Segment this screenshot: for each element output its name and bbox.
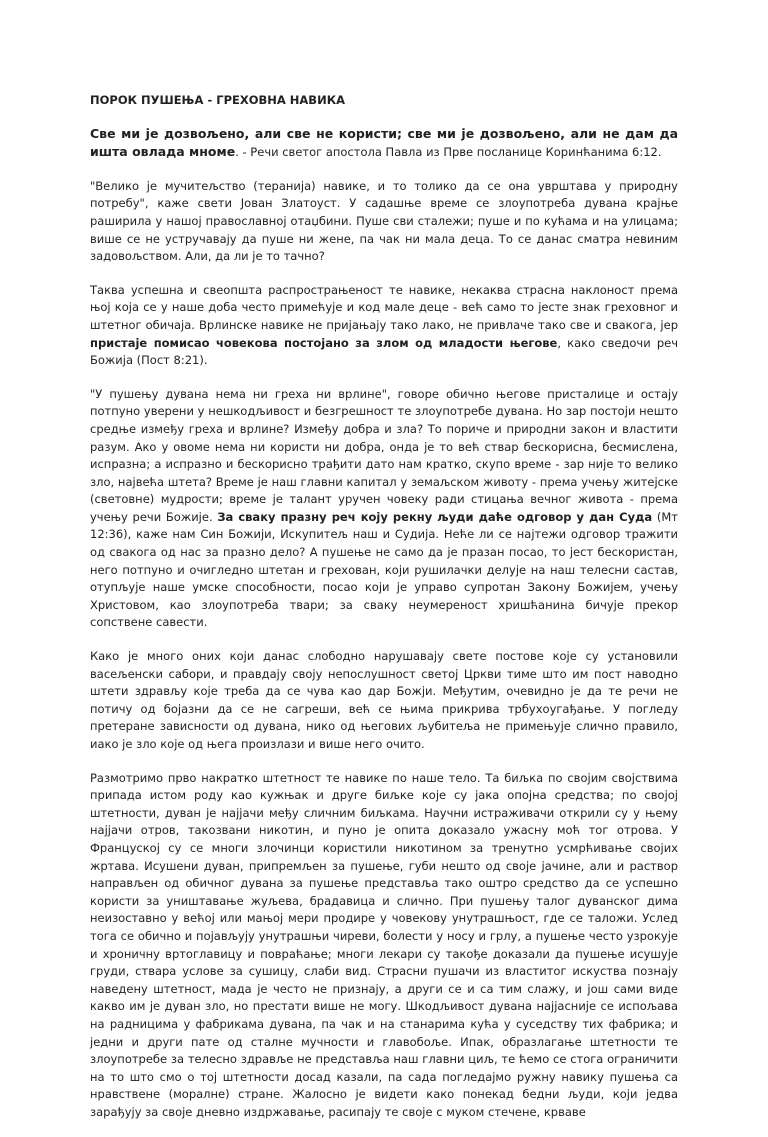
paragraph-habit-text-end: , како сведочи реч Божија (Пост 8:21). (90, 335, 678, 368)
paragraph-sin-virtue (90, 386, 678, 632)
paragraph-habit-bold-quote: пристаје помисао човекова постојано за злом од младости његове (90, 335, 558, 350)
paragraph-harm: Размотримо прво накратко штетност те навике по наше тело. Та биљка по својим својствима припада истом роду као кужњак и друге биљке које су јака опојна средства; по својој штетности, дуван је најјачи међу сличним биљкама. Научни истраживачи открили су у њему најјачи отров, такозвани никотин, и пуно је опита доказало ужасну моћ тог отрова. У Француској су се многи злочинци користили никотином за тренутно усмрћивање својих жртава. Исушени дуван, припремљен за пушење, губи нешто од своје јачине, али и раствор направљен од обичног дувана за пушење представља тако оштро средство да се успешно користи за уништавање жуљева, брадавица и слично. При пушењу талог дуванског дима неизоставно у већој или мањој мери продире у човекову унутрашњост, где се таложи. Услед тога се обично и појављују унутрашњи чиреви, болести у носу и грлу, а пушење често узрокује и хроничну вртоглавицу и повраћање; многи лекари су такође доказали да пушење исушује груди, ствара услове за сушицу, слаби вид. Страсни пушачи из властитог искуства познају наведену штетност, мада је често не признају, а други се и са тим слажу, и још сами виде какво им је дуван зло, но престати више не могу. Шкодљивост дувана најјасније се испољава на радницима у фабрикама дувана, па чак и на станарима кућа у суседству тих фабрика; и једни и други пате од сталне мучности и главобоље. Ипак, образлагање штетности те злоупотребе за телесно здравље не представља наш главни циљ, те ћемо се стога ограничити на то што смо о тој штетности досад казали, па сада погледајмо ружну навику пушења са нравствене (моралне) стране. Жалосно је видети како понекад бедни људи, који једва зарађују за своје дневно издржавање, расипају те своје с муком стечене, крваве (90, 770, 678, 1119)
epigraph-quote: Све ми је дозвољено, али све не користи; све ми је дозвољено, али не дам да ишта овлада мноме (90, 125, 678, 160)
document-page (90, 92, 678, 1137)
paragraph-sin-virtue-text-start: "У пушењу дувана нема ни греха ни врлине", говоре обично његове присталице и остају потпуно уверени у нешкодљивост и безгрешност те злоупотребе дувана. Но зар постоји нешто средње између греха и врлине? Између добра и зла? То пориче и природни закон и властити разум. Ако у овоме нема ни користи ни добра, онда је то већ ствар бескорисна, бесмислена, испразна; а испразно и бескорисно трађити дато нам кратко, скупо време - зар није то велико зло, највећа штета? Време је наш главни капитал у земаљском животу - према учењу житејске (световне) мудрости; време је талант уручен човеку ради стицања вечног живота - према учењу речи Божије. (90, 386, 678, 524)
paragraph-sin-virtue-text-end: (Мт 12:36), каже нам Син Божији, Искупитељ наш и Судија. Неће ли се најтежи одговор тражити од свакога од нас за празно дело? А пушење не само да је празан посао, то јест бескористан, него потпуно и очигледно штетан и грехован, који рушилачки делује на наш телесни састав, отупљује наше умске способности, посао који је управо супротан Закону Божијем, учењу Христовом, као злоупотреба твари; за сваку неумереност хришћанина бичује прекор сопствене савести. (90, 509, 679, 630)
paragraph-chrysostom: "Велико је мучитељство (теранија) навике, и то толико да се она уврштава у природну потребу", каже свети Јован Златоуст. У садашње време се злоупотреба дувана крајње раширила у нашој православној отаџбини. Пуше сви сталежи; пуше и по кућама и на улицама; више се не устручавају да пуше ни жене, па чак ни мала деца. То се данас сматра невиним задовољством. Али, да ли је то тачно? (90, 178, 678, 264)
paragraph-epigraph (90, 125, 678, 162)
paragraph-habit-text-start: Таква успешна и свеопшта распрострањеност те навике, некаква страсна наклоност према њој која се у наше доба често примећује и код мале деце - већ само то јесте знак греховног и штетног обичаја. Врлинске навике не пријањају тако лако, не привлаче тако све и свакога, јер (90, 282, 678, 332)
paragraph-fasting: Како је много оних који данас слободно нарушавају свете постове које су установили васељенски сабори, и правдају своју непослушност светој Цркви тиме што им пост наводно штети здрављу које треба да се чува као дар Божји. Међутим, очевидно је да те речи не потичу од бојазни да се не сагреши, већ се њима прикрива трбухоугађање. У погледу претеране зависности од дувана, нико од његових љубитеља не примењује слично правило, иако је зло које од њега произлази и више него очито. (90, 649, 678, 751)
document-title: ПОРОК ПУШЕЊА - ГРЕХОВНА НАВИКА (90, 93, 345, 107)
paragraph-sin-virtue-bold-quote: За сваку празну реч коју рекну људи даће одговор у дан Суда (217, 509, 653, 524)
paragraph-habit (90, 282, 678, 370)
epigraph-source: . - Речи светог апостола Павла из Прве посланице Коринћанима 6:12. (235, 145, 662, 160)
